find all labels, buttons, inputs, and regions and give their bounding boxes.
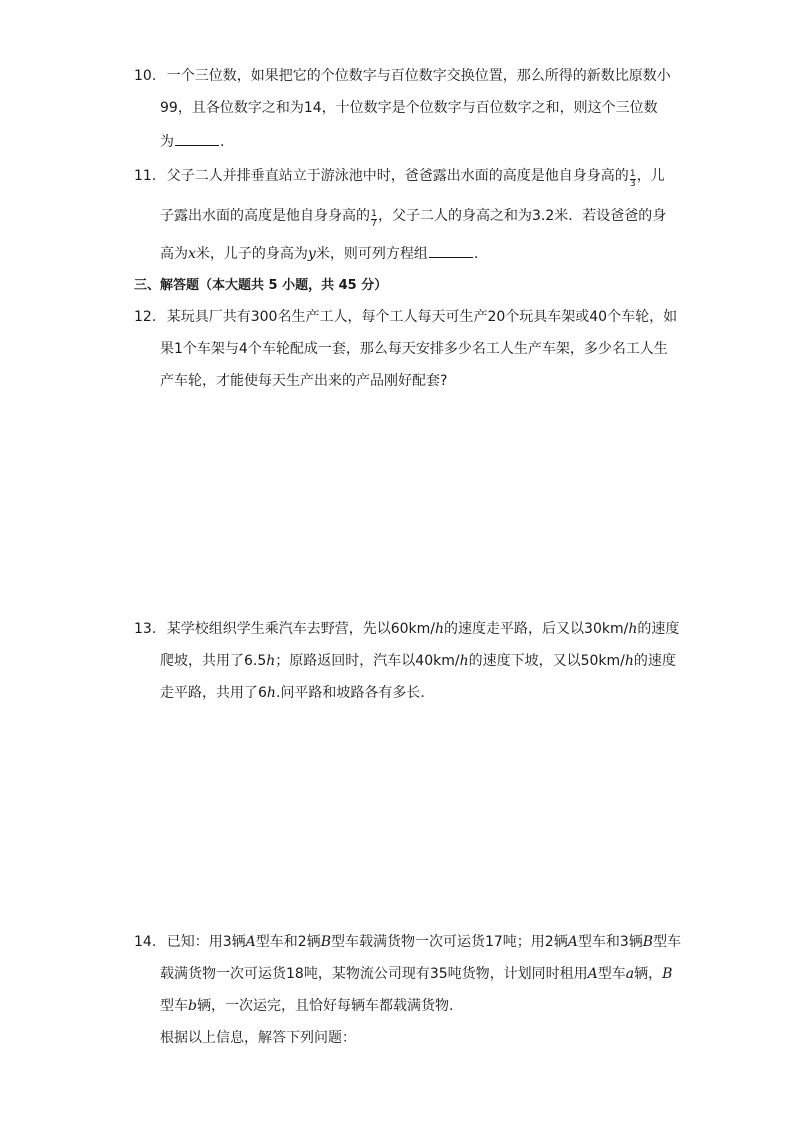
- question-text: .问平路和坡路各有多长.: [275, 685, 425, 701]
- question-text: 子露出水面的高度是他自身身高的: [160, 208, 370, 224]
- question-text: ；原路返回时，汽车以40km/: [275, 653, 460, 669]
- question-number: 10.: [134, 68, 157, 84]
- answer-blank[interactable]: [429, 243, 473, 258]
- question-text: 的速度走平路，后又以30km/: [444, 621, 629, 637]
- question-text: 的速度: [633, 653, 676, 669]
- question-text: 高为: [160, 246, 188, 262]
- fraction-numerator: 1: [371, 209, 377, 219]
- question-text: 走平路，共用了6: [160, 685, 267, 701]
- unit-h: h: [624, 653, 634, 669]
- unit-h: h: [266, 685, 276, 701]
- question-text: 爬坡，共用了6.5: [160, 653, 267, 669]
- question-text: 型车和3辆: [577, 934, 643, 950]
- fraction-one-third: [630, 170, 636, 189]
- question-number: 13.: [134, 621, 157, 637]
- unit-h: h: [459, 653, 469, 669]
- question-number: 11.: [134, 168, 157, 184]
- question-text: 米，儿子的身高为: [195, 246, 308, 262]
- period: .: [473, 246, 479, 262]
- question-text: 一个三位数，如果把它的个位数字与百位数字交换位置，那么所得的新数比原数小: [166, 68, 671, 84]
- period: .: [220, 134, 225, 150]
- variable-x: x: [188, 246, 196, 262]
- variable-A: A: [245, 934, 256, 950]
- question-text: 型车: [160, 998, 188, 1014]
- section-heading: 三、解答题（本大题共 5 小题，共 45 分）: [134, 278, 388, 293]
- answer-blank[interactable]: [175, 131, 219, 146]
- question-text: 根据以上信息，解答下列问题：: [160, 1030, 356, 1046]
- fraction-numerator: 1: [629, 169, 636, 179]
- question-text: 米，则可列方程组: [315, 246, 428, 262]
- variable-B: B: [642, 934, 654, 950]
- question-text: 99，且各位数字之和为14，十位数字是个位数字与百位数字之和，则这个三位数: [160, 100, 658, 116]
- question-text: 型车: [597, 966, 626, 982]
- question-text: 的速度下坡，又以50km/: [468, 653, 625, 669]
- variable-a: a: [625, 966, 635, 982]
- question-number: 14.: [134, 934, 157, 950]
- question-number: 12.: [134, 309, 157, 325]
- question-text: ，儿: [636, 168, 665, 184]
- question-text: 辆，: [634, 966, 663, 982]
- question-text: 型车和2辆: [255, 934, 321, 950]
- fraction-denominator: 7: [371, 219, 377, 229]
- question-text: ，父子二人的身高之和为3.2米．若设爸爸的身: [378, 208, 667, 224]
- fraction-denominator: 3: [629, 179, 636, 189]
- question-text: 某玩具厂共有300名生产工人，每个工人每天可生产20个玩具车架或40个车轮，如: [166, 309, 678, 325]
- question-text: 父子二人并排垂直站立于游泳池中时，爸爸露出水面的高度是他自身身高的: [166, 168, 629, 184]
- question-text: 为: [160, 134, 174, 150]
- question-text: 已知：用3辆: [166, 934, 246, 950]
- question-text: 产车轮，才能使每天生产出来的产品刚好配套?: [160, 373, 448, 389]
- unit-h: h: [266, 653, 276, 669]
- variable-A: A: [567, 934, 578, 950]
- question-text: 型车载满货物一次可运货17吨；用2辆: [330, 934, 568, 950]
- question-text: 辆，一次运完，且恰好每辆车都载满货物.: [196, 998, 454, 1014]
- variable-B: B: [662, 966, 673, 982]
- unit-h: h: [435, 621, 445, 637]
- fraction-one-seventh: [371, 210, 377, 229]
- variable-b: b: [188, 998, 197, 1014]
- question-text: 载满货物一次可运货18吨，某物流公司现有35吨货物，计划同时租用: [160, 966, 588, 982]
- question-text: 的速度: [637, 621, 680, 637]
- variable-B: B: [320, 934, 331, 950]
- question-text: 某学校组织学生乘汽车去野营，先以60km/: [166, 621, 435, 637]
- question-text: 型车: [653, 934, 682, 950]
- unit-h: h: [628, 621, 638, 637]
- question-text: 果1个车架与4个车轮配成一套，那么每天安排多少名工人生产车架，多少名工人生: [160, 341, 668, 357]
- variable-y: y: [307, 246, 316, 262]
- variable-A: A: [587, 966, 598, 982]
